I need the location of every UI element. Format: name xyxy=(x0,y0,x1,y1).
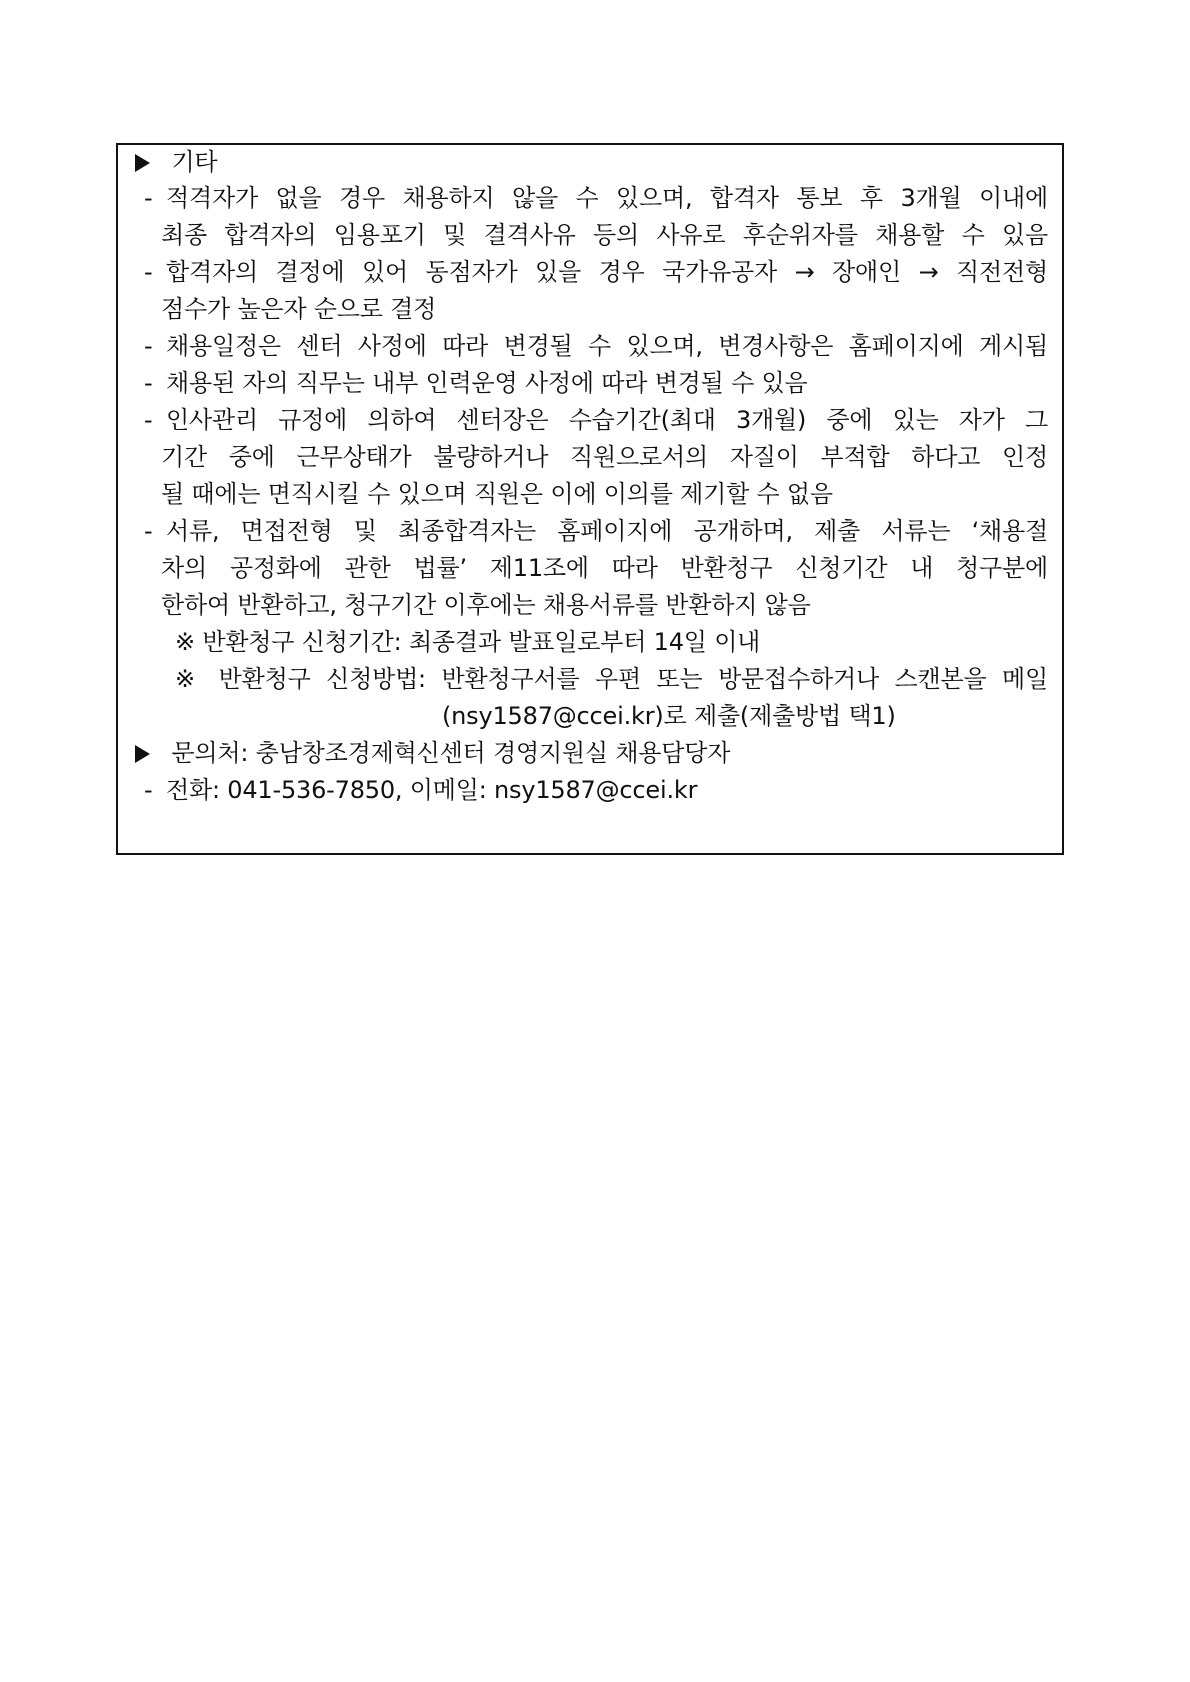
dash-bullet: - xyxy=(144,406,153,434)
section-contact-heading-text: 문의처: 충남창조경제혁신센터 경영지원실 채용담당자 xyxy=(171,739,731,767)
dash-bullet: - xyxy=(144,517,153,545)
triangle-bullet-icon xyxy=(135,745,150,763)
return-request-method-note-cont: (nsy1587@ccei.kr)로 제출(제출방법 택1) xyxy=(442,702,896,730)
dash-bullet: - xyxy=(144,332,153,360)
section-contact-heading xyxy=(135,738,730,768)
dash-bullet: - xyxy=(144,369,153,397)
section-other-heading-text: 기타 xyxy=(171,148,218,176)
item1-line1: 적격자가 없을 경우 채용하지 않을 수 있으며, 합격자 통보 후 3개월 이내에 xyxy=(166,184,1048,212)
dash-bullet: - xyxy=(144,258,153,286)
item2-line1: 합격자의 결정에 있어 동점자가 있을 경우 국가유공자 → 장애인 → 직전전형 xyxy=(166,258,1048,286)
item3: 채용일정은 센터 사정에 따라 변경될 수 있으며, 변경사항은 홈페이지에 게시됨 xyxy=(166,332,1048,360)
item4: 채용된 자의 직무는 내부 인력운영 사정에 따라 변경될 수 있음 xyxy=(166,369,808,397)
contact-phone-email: 전화: 041-536-7850, 이메일: nsy1587@ccei.kr xyxy=(166,776,698,804)
item2-line2: 점수가 높은자 순으로 결정 xyxy=(161,295,437,323)
item5-line2: 기간 중에 근무상태가 불량하거나 직원으로서의 자질이 부적합 하다고 인정 xyxy=(161,443,1048,471)
item6-line3: 한하여 반환하고, 청구기간 이후에는 채용서류를 반환하지 않음 xyxy=(161,591,811,619)
dash-bullet: - xyxy=(144,776,153,804)
item1-line2: 최종 합격자의 임용포기 및 결격사유 등의 사유로 후순위자를 채용할 수 있음 xyxy=(161,221,1048,249)
item5-line3: 될 때에는 면직시킬 수 있으며 직원은 이에 이의를 제기할 수 없음 xyxy=(161,480,833,508)
dash-bullet: - xyxy=(144,184,153,212)
return-request-method-note: ※ 반환청구 신청방법: 반환청구서를 우편 또는 방문접수하거나 스캔본을 메일 xyxy=(175,665,1048,693)
item6-line2: 차의 공정화에 관한 법률’ 제11조에 따라 반환청구 신청기간 내 청구분에 xyxy=(161,554,1048,582)
return-request-period-note: ※ 반환청구 신청기간: 최종결과 발표일로부터 14일 이내 xyxy=(175,628,761,656)
section-other-heading xyxy=(135,147,217,177)
triangle-bullet-icon xyxy=(135,154,150,172)
notice-box xyxy=(116,143,1064,855)
item5-line1: 인사관리 규정에 의하여 센터장은 수습기간(최대 3개월) 중에 있는 자가 그 xyxy=(166,406,1048,434)
item6-line1: 서류, 면접전형 및 최종합격자는 홈페이지에 공개하며, 제출 서류는 ‘채용절 xyxy=(166,517,1048,545)
